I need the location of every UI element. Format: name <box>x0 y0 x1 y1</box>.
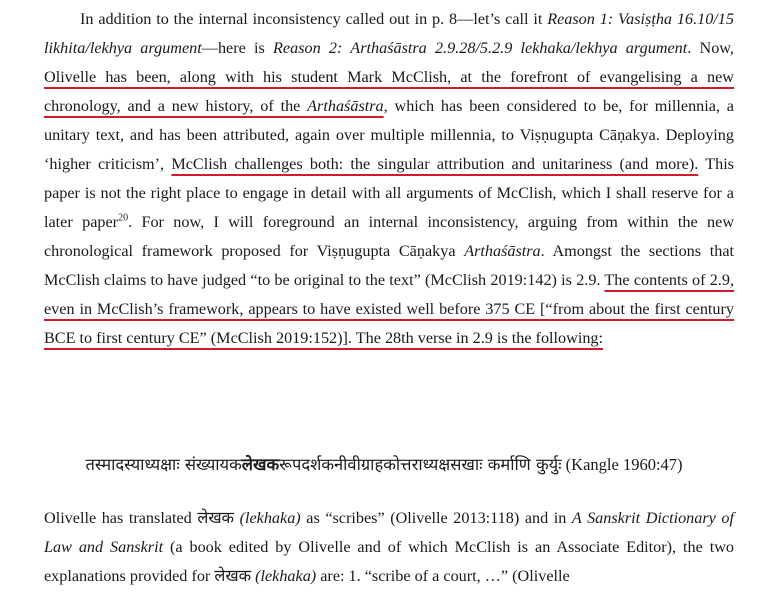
text-span: This paper is not the right place to engage in detail with all arguments of McClish, which I shall reserve for a later paper <box>44 155 734 231</box>
dictionary-title: A Sanskrit Dictionary of Law and Sanskrit <box>44 509 734 556</box>
text-span: . Now, <box>687 39 734 57</box>
sanskrit-verse <box>0 450 768 479</box>
text-span: In addition to the internal inconsistency called out in p. 8—let’s call it <box>80 10 548 28</box>
reason-1-title: Reason 1: Vasiṣṭha 16.10/15 likhita/lekhya argument <box>44 10 734 57</box>
text-span: . For now, I will foreground an internal inconsistency, arguing from within the new chronological framework proposed for Viṣṇugupta Cāṇakya <box>44 213 735 260</box>
reason-2-title: Reason 2: Arthaśāstra 2.9.28/5.2.9 lekhaka/lekhya argument <box>273 39 688 57</box>
underlined-mcclish-challenges: McClish challenges both: the singular attribution and unitariness (and more). <box>171 155 699 173</box>
text-span: . Amongst the sections that McClish claims to have judged “to be original to the text” (McClish 2019:142) is 2.9. <box>44 242 735 289</box>
paragraph-reason-2 <box>44 5 734 353</box>
verse-lekhaka-bold: लेखक <box>241 455 280 474</box>
verse-text: तस्मादस्याध्यक्षाः संख्यायक <box>85 455 242 474</box>
lekhaka-transliteration: (lekhaka) <box>239 509 301 527</box>
text-span: are: 1. “scribe of a court, …” (Olivelle <box>316 567 570 585</box>
devanagari-lekhaka: लेखक <box>197 509 234 527</box>
text-span: Olivelle has translated <box>44 509 198 527</box>
paragraph-olivelle-translation <box>44 504 734 591</box>
text-span: (a book edited by Olivelle and of which McClish is an Associate Editor), the two explanations provided for <box>44 538 734 585</box>
footnote-ref: 20 <box>118 212 129 224</box>
verse-citation: (Kangle 1960:47) <box>561 455 683 474</box>
arthashastra-title: Arthaśāstra <box>307 97 384 115</box>
verse-text: रूपदर्शकनीवीग्राहकोत्तराध्यक्षसखाः कर्माणि कुर्युः <box>279 455 562 474</box>
lekhaka-transliteration: (lekhaka) <box>255 567 317 585</box>
text-span: as “scribes” (Olivelle 2013:118) and in <box>300 509 572 527</box>
devanagari-lekhaka: लेखक <box>214 567 252 585</box>
text-span: —here is <box>201 39 274 57</box>
text-span: , which has been considered to be, for millennia, a unitary text, and has been attributed, again over multiple millennia, to Viṣṇugupta Cāṇakya. Deploying ‘higher criticism’, <box>44 97 734 173</box>
text-span: Olivelle has been, along with his student Mark McClish, at the forefront of evangelising a new chronology, and a new history, of the <box>44 68 734 115</box>
underlined-contents-2-9: The contents of 2.9, even in McClish’s framework, appears to have existed well before 375 CE [“from about the first century BCE to first century CE” (McClish 2019:152)]. The 28th verse in 2.9 is the following: <box>44 271 734 347</box>
arthashastra-title: Arthaśāstra <box>464 242 541 260</box>
